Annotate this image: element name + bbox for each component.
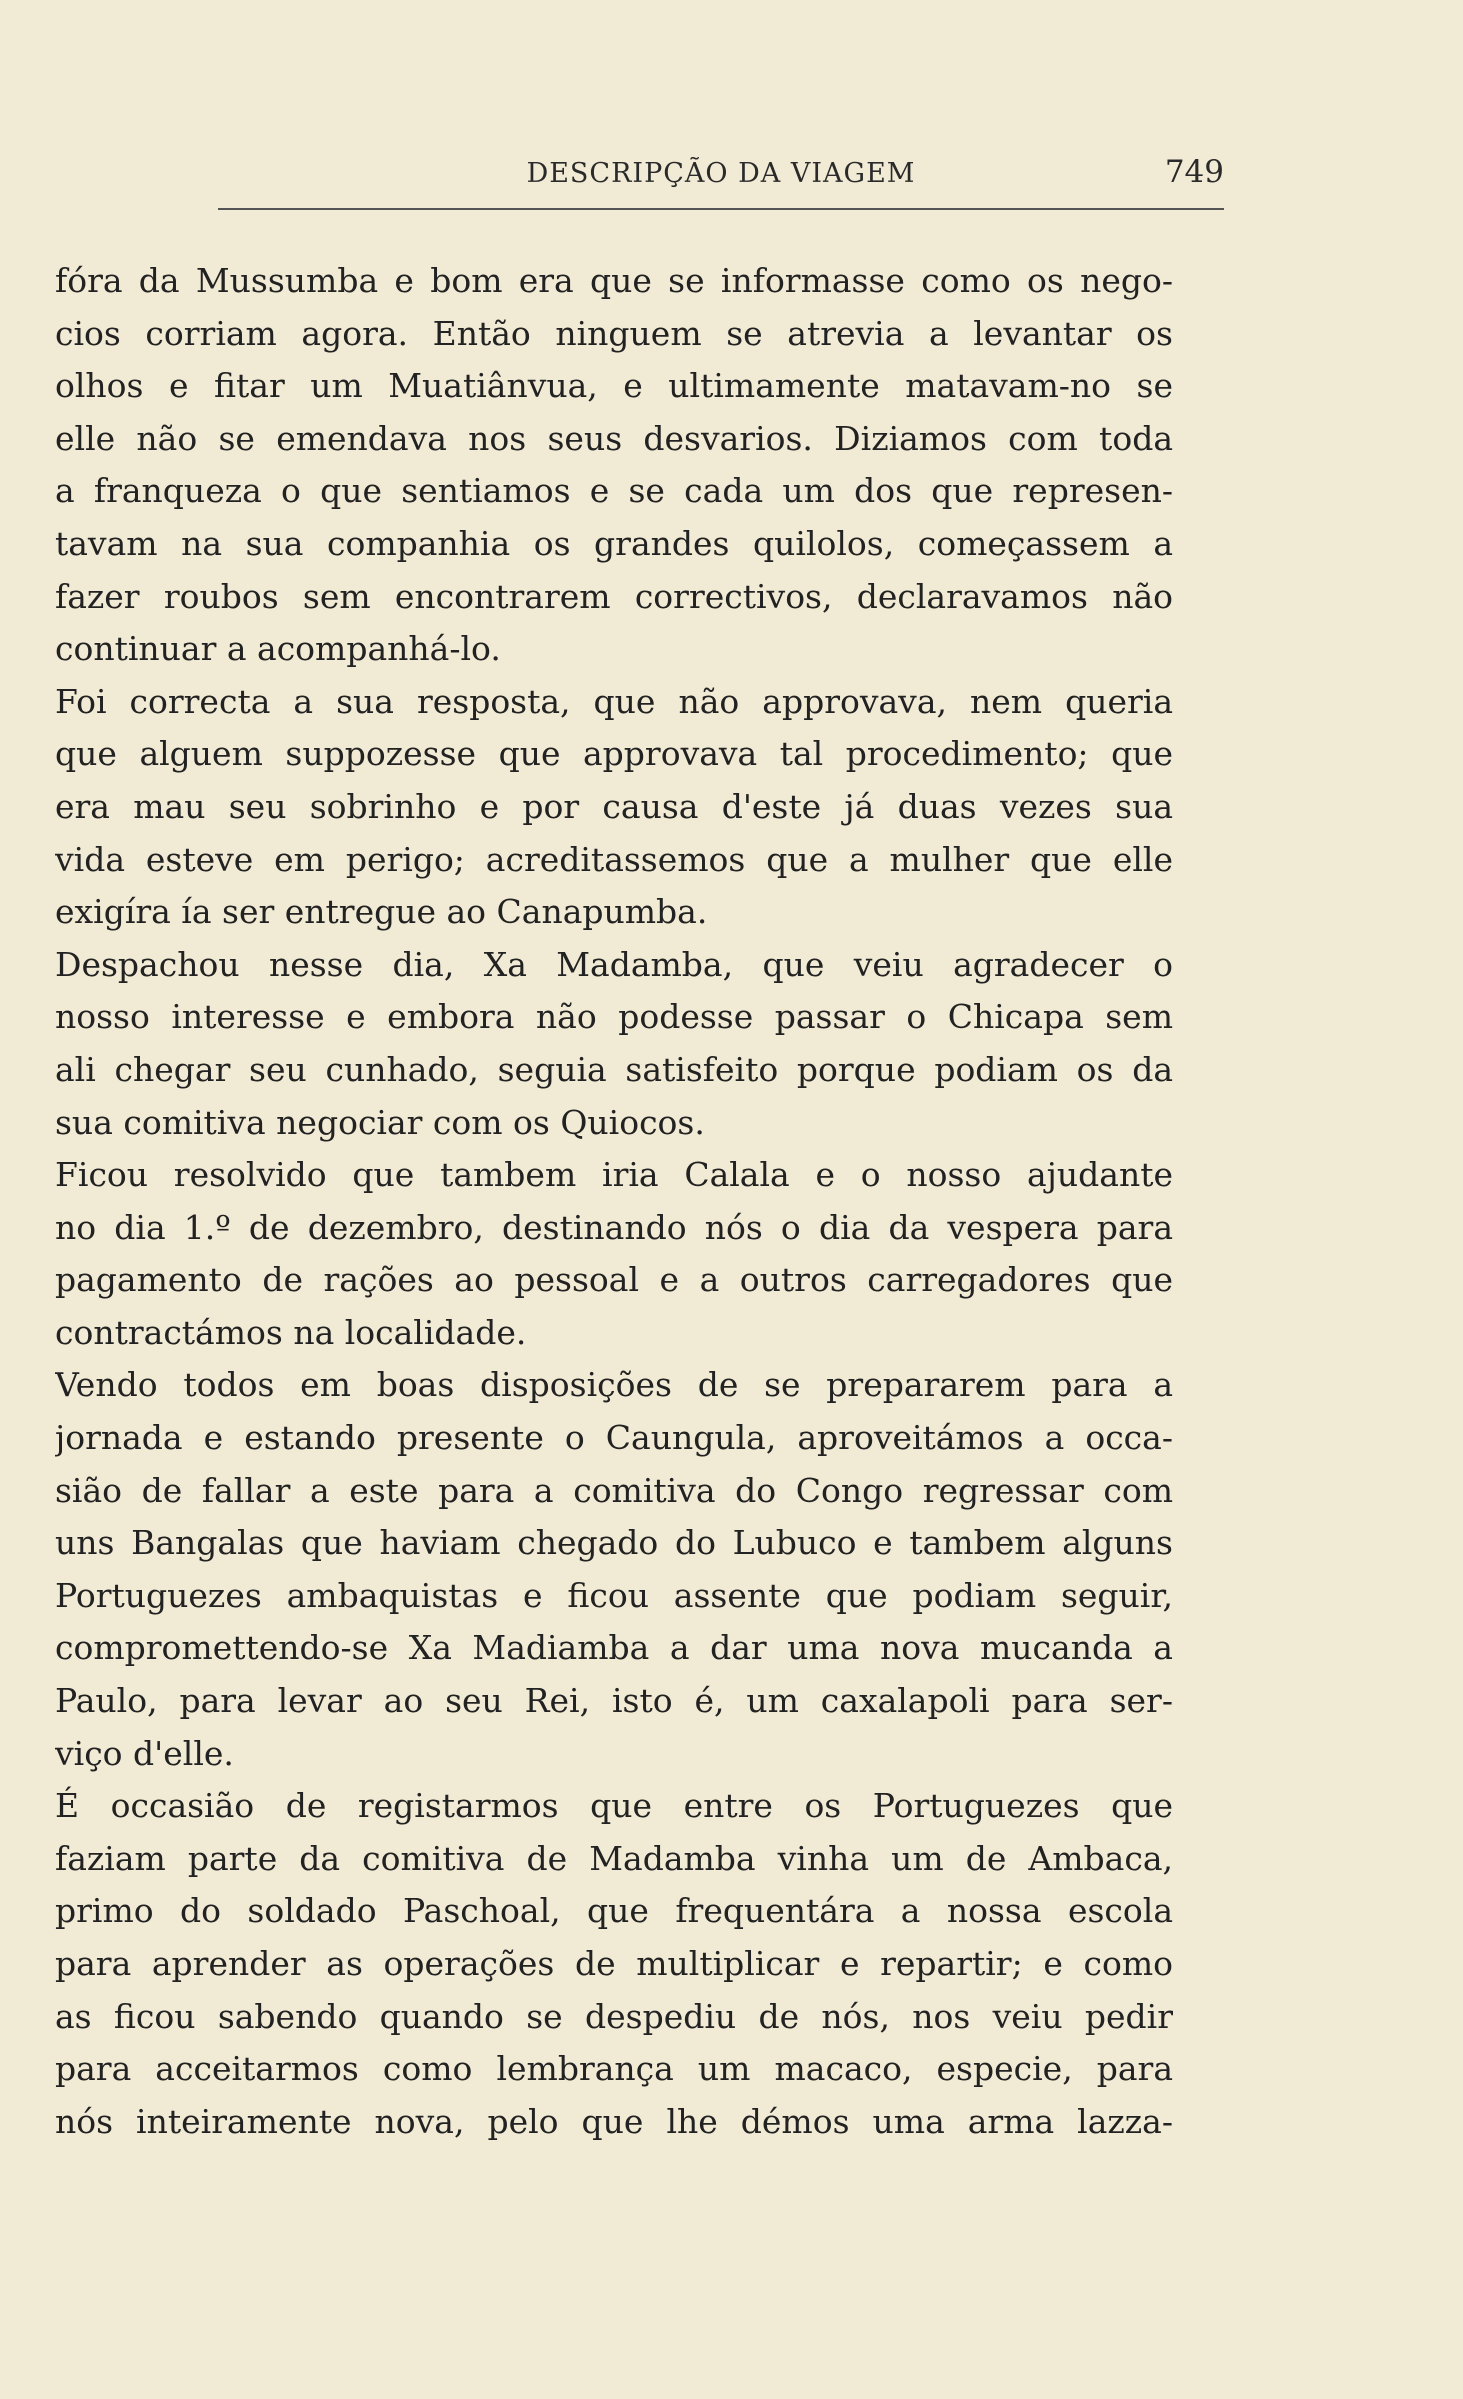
text-line: primo do soldado Paschoal, que frequentára a nossa escola (55, 1891, 1173, 1931)
text-line: a franqueza o que sentiamos e se cada um dos que represen- (55, 471, 1173, 511)
text-line: as ficou sabendo quando se despediu de nós, nos veiu pedir (55, 1996, 1173, 2036)
text-line: É occasião de registarmos que entre os Portuguezes que (55, 1786, 1173, 1826)
text-line: faziam parte da comitiva de Madamba vinha um de Ambaca, (55, 1838, 1173, 1878)
text-line: olhos e fitar um Muatiânvua, e ultimamente matavam-no se (55, 366, 1173, 406)
text-line: para aprender as operações de multiplicar e repartir; e como (55, 1944, 1173, 1983)
text-line: sião de fallar a este para a comitiva do Congo regressar com (55, 1470, 1173, 1510)
text-line: Despachou nesse dia, Xa Madamba, que veiu agradecer o (55, 944, 1173, 984)
body-text (55, 255, 1173, 2148)
text-line: Ficou resolvido que tambem iria Calala e o nosso ajudante (55, 1155, 1173, 1195)
text-line: Paulo, para levar ao seu Rei, isto é, um caxalapoli para ser- (55, 1681, 1173, 1721)
text-line: uns Bangalas que haviam chegado do Lubuco e tambem alguns (55, 1523, 1173, 1563)
text-line: viço d'elle. (55, 1733, 234, 1773)
text-line: fóra da Mussumba e bom era que se informasse como os nego- (55, 261, 1173, 300)
text-line: que alguem suppozesse que approvava tal procedimento; que (55, 734, 1173, 774)
text-line: exigíra ía ser entregue ao Canapumba. (55, 892, 708, 932)
running-header-title: DESCRIPÇÃO DA VIAGEM (526, 158, 916, 189)
text-line: no dia 1.º de dezembro, destinando nós o dia da vespera para (55, 1207, 1173, 1247)
text-line: tavam na sua companhia os grandes quilolos, começassem a (55, 523, 1173, 563)
text-line: continuar a acompanhá-lo. (55, 629, 501, 669)
text-line: contractámos na localidade. (55, 1312, 527, 1352)
text-line: para acceitarmos como lembrança um macaco, especie, para (55, 2049, 1173, 2089)
text-line: cios corriam agora. Então ninguem se atrevia a levantar os (55, 313, 1173, 353)
page-number: 749 (1164, 154, 1224, 190)
text-line: elle não se emendava nos seus desvarios. Diziamos com toda (55, 418, 1173, 458)
text-line: Portuguezes ambaquistas e ficou assente que podiam seguir, (55, 1575, 1173, 1615)
text-line: vida esteve em perigo; acreditassemos que a mulher que elle (55, 839, 1173, 879)
text-line: jornada e estando presente o Caungula, aproveitámos a occa- (55, 1418, 1173, 1458)
text-line: nosso interesse e embora não podesse passar o Chicapa sem (55, 997, 1173, 1037)
text-line: ali chegar seu cunhado, seguia satisfeito porque podiam os da (55, 1049, 1173, 1089)
text-line: pagamento de rações ao pessoal e a outros carregadores que (55, 1260, 1173, 1300)
text-line: fazer roubos sem encontrarem correctivos, declaravamos não (55, 576, 1173, 616)
text-line: era mau seu sobrinho e por causa d'este já duas vezes sua (55, 786, 1173, 826)
text-line: sua comitiva negociar com os Quiocos. (55, 1102, 705, 1142)
text-line: Vendo todos em boas disposições de se prepararem para a (55, 1365, 1173, 1405)
text-line: nós inteiramente nova, pelo que lhe démos uma arma lazza- (55, 2101, 1173, 2141)
header-rule (218, 208, 1224, 210)
running-header (218, 150, 1224, 200)
text-line: compromettendo-se Xa Madiamba a dar uma nova mucanda a (55, 1628, 1173, 1668)
text-line: Foi correcta a sua resposta, que não approvava, nem queria (55, 681, 1173, 721)
